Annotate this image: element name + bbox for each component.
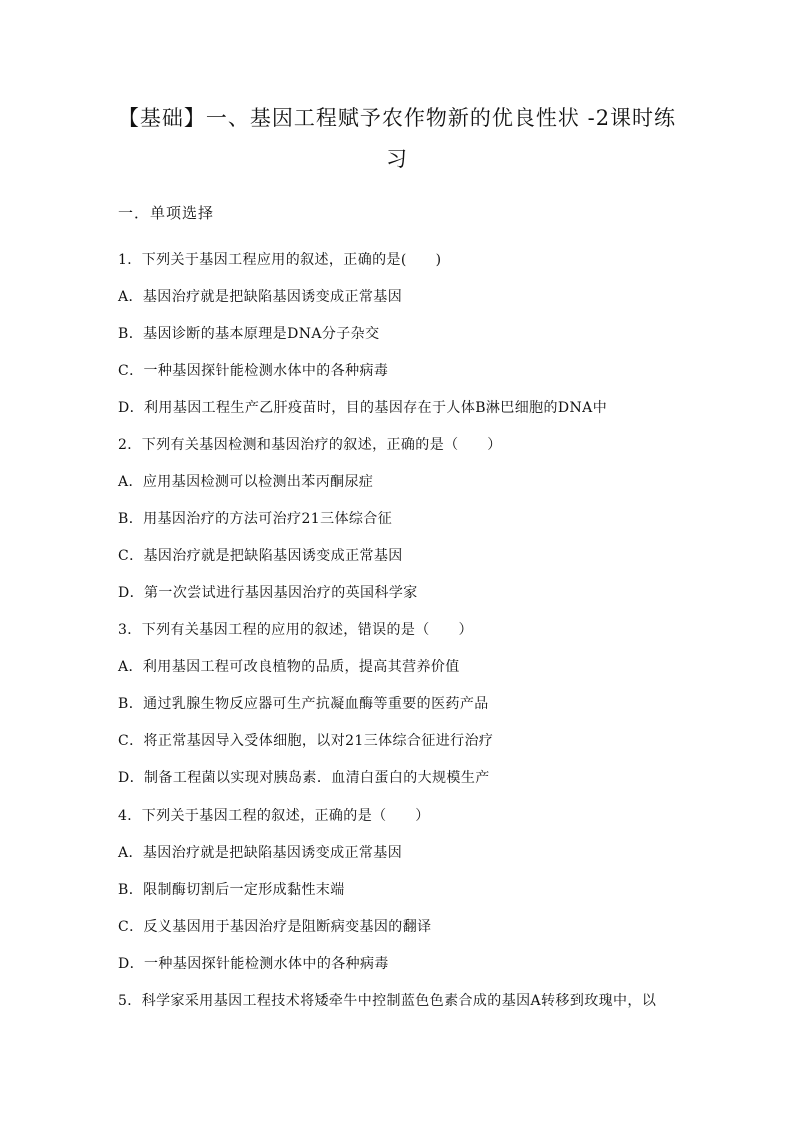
- question-2-option-d: D．第一次尝试进行基因基因治疗的英国科学家: [118, 585, 418, 601]
- question-2-option-b: B．用基因治疗的方法可治疗21三体综合征: [118, 511, 393, 527]
- question-3-option-d: D．制备工程菌以实现对胰岛素．血清白蛋白的大规模生产: [118, 770, 490, 786]
- question-3-option-b: B．通过乳腺生物反应器可生产抗凝血酶等重要的医药产品: [118, 696, 489, 712]
- question-4-option-b: B．限制酶切割后一定形成黏性末端: [118, 882, 345, 898]
- question-3-option-c: C．将正常基因导入受体细胞，以对21三体综合征进行治疗: [118, 733, 494, 749]
- document-title-line-1: 【基础】一、基因工程赋予农作物新的优良性状 -2课时练: [117, 106, 677, 130]
- section-heading: 一．单项选择: [118, 204, 215, 222]
- question-3-option-a: A．利用基因工程可改良植物的品质，提高其营养价值: [118, 659, 460, 675]
- question-3-stem: 3．下列有关基因工程的应用的叙述，错误的是（ ）: [118, 622, 473, 638]
- question-1-option-a: A．基因治疗就是把缺陷基因诱变成正常基因: [118, 289, 403, 305]
- question-2-stem: 2．下列有关基因检测和基因治疗的叙述，正确的是（ ）: [118, 437, 502, 453]
- question-2-option-a: A．应用基因检测可以检测出苯丙酮尿症: [118, 474, 374, 490]
- question-4-option-a: A．基因治疗就是把缺陷基因诱变成正常基因: [118, 845, 403, 861]
- question-4-stem: 4．下列关于基因工程的叙述，正确的是（ ）: [118, 808, 430, 824]
- question-4-option-d: D．一种基因探针能检测水体中的各种病毒: [118, 956, 389, 972]
- question-1-option-c: C．一种基因探针能检测水体中的各种病毒: [118, 363, 389, 379]
- document-title-line-2: 习: [386, 147, 408, 171]
- question-1-option-d: D．利用基因工程生产乙肝疫苗时，目的基因存在于人体B淋巴细胞的DNA中: [118, 400, 608, 416]
- question-4-option-c: C．反义基因用于基因治疗是阻断病变基因的翻译: [118, 919, 432, 935]
- question-2-option-c: C．基因治疗就是把缺陷基因诱变成正常基因: [118, 548, 403, 564]
- question-1-stem: 1．下列关于基因工程应用的叙述，正确的是( ): [118, 252, 442, 268]
- question-5-stem: 5．科学家采用基因工程技术将矮牵牛中控制蓝色色素合成的基因A转移到玫瑰中，以: [118, 993, 657, 1009]
- question-1-option-b: B．基因诊断的基本原理是DNA分子杂交: [118, 326, 380, 342]
